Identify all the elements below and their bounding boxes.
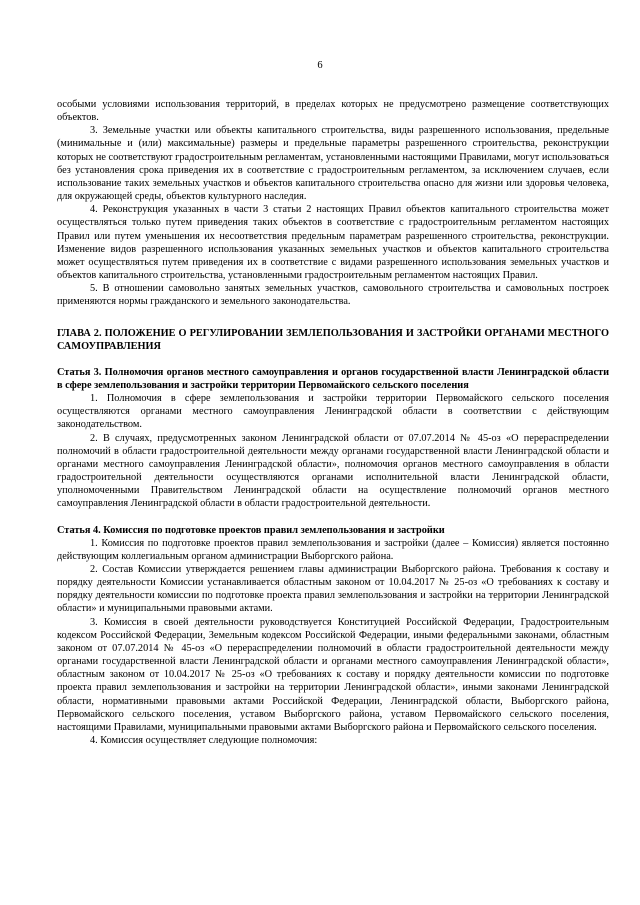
paragraph-continuation: особыми условиями использования территорий, в пределах которых не предусмотрено размещение соответствующих объектов. bbox=[57, 99, 609, 124]
article-4-paragraph-4: 4. Комиссия осуществляет следующие полномочия: bbox=[90, 735, 318, 747]
chapter-title: ГЛАВА 2. ПОЛОЖЕНИЕ О РЕГУЛИРОВАНИИ ЗЕМЛЕПОЛЬЗОВАНИЯ И ЗАСТРОЙКИ ОРГАНАМИ МЕСТНОГО САМОУПРАВЛЕНИЯ bbox=[57, 327, 609, 352]
paragraph-part-4: 4. Реконструкция указанных в части 3 статьи 2 настоящих Правил объектов капитального строительства может осуществляться только путем приведения таких объектов в соответствие с градостроительным регламентом настоящих Правил или путем уменьшения их несоответствия предельным параметрам разрешенного строительства, реконструкции. Изменение видов разрешенного использования указанных земельных участков и объектов капитального строительства может осуществляться путем приведения их в соответствие с видами разрешенного использования земельных участков и объектов капитального строительства, установленными градостроительным регламентом настоящих Правил. bbox=[57, 204, 609, 282]
paragraph-part-3: 3. Земельные участки или объекты капитального строительства, виды разрешенного использования, предельные (минимальные и (или) максимальные) размеры и предельные параметры разрешенного строительства, реконструкции которых не соответствуют градостроительным регламентам, установленными настоящими Правилами, могут использоваться без установления срока приведения их в соответствие с градостроительным регламентом, за исключением случаев, если использование таких земельных участков и объектов капитального строительства опасно для жизни или здоровья человека, для окружающей среды, объектов культурного наследия. bbox=[57, 125, 609, 203]
article-3-title: Статья 3. Полномочия органов местного самоуправления и органов государственной власти Ленинградской области в сфере землепользования и застройки территории Первомайского сельского поселения bbox=[57, 366, 609, 391]
article-4-paragraph-3: 3. Комиссия в своей деятельности руководствуется Конституцией Российской Федерации, Градостроительным кодексом Российской Федерации, Земельным кодексом Российской Федерации, иными федеральными законами, областным законом от 07.07.2014 № 45-оз «О перераспределении полномочий в области градостроительной деятельности между органами государственной власти Ленинградской области и органами местного самоуправления Ленинградской области», областным законом от 10.04.2017 № 25-оз «О требованиях к составу и порядку деятельности комиссии по подготовке проекта правил землепользования и застройки на территории Ленинградской области», иными законами Ленинградской области, нормативными правовыми актами Российской Федерации, Ленинградской области, Выборгского района, Первомайского сельского поселения, уставом Выборгского района, уставом Первомайского сельского поселения, настоящими Правилами, муниципальными правовыми актами Выборгского района и Первомайского сельского поселения. bbox=[57, 616, 609, 733]
article-4-title: Статья 4. Комиссия по подготовке проектов правил землепользования и застройки bbox=[57, 524, 445, 536]
document-body bbox=[57, 98, 609, 747]
article-3-paragraph-2: 2. В случаях, предусмотренных законом Ленинградской области от 07.07.2014 № 45-оз «О перераспределении полномочий в области градостроительной деятельности между органами государственной власти Ленинградской области и органами местного самоуправления Ленинградской области», полномочия органов местного самоуправления в области градостроительной деятельности осуществляются органами исполнительной власти Ленинградской области, уполномоченными Правительством Ленинградской области на осуществление полномочий органов местного самоуправления Ленинградской области в области градостроительной деятельности. bbox=[57, 432, 609, 510]
paragraph-part-5: 5. В отношении самовольно занятых земельных участков, самовольного строительства и самовольных построек применяются нормы гражданского и земельного законодательства. bbox=[57, 283, 609, 308]
page-number: 6 bbox=[317, 60, 323, 71]
article-3-paragraph-1: 1. Полномочия в сфере землепользования и застройки территории Первомайского сельского поселения осуществляются органами местного самоуправления Ленинградской области в соответствии с действующим законодательством. bbox=[57, 393, 609, 431]
article-4-paragraph-1: 1. Комиссия по подготовке проектов правил землепользования и застройки (далее – Комиссия) является постоянно действующим коллегиальным органом администрации Выборгского района. bbox=[57, 537, 609, 562]
article-4-paragraph-2: 2. Состав Комиссии утверждается решением главы администрации Выборгского района. Требования к составу и порядку деятельности Комиссии устанавливается областным законом от 10.04.2017 № 25-оз «О требованиях к составу и порядку деятельности комиссии по подготовке проекта правил землепользования и застройки на территории Ленинградской области» и муниципальными правовыми актами. bbox=[57, 564, 609, 615]
